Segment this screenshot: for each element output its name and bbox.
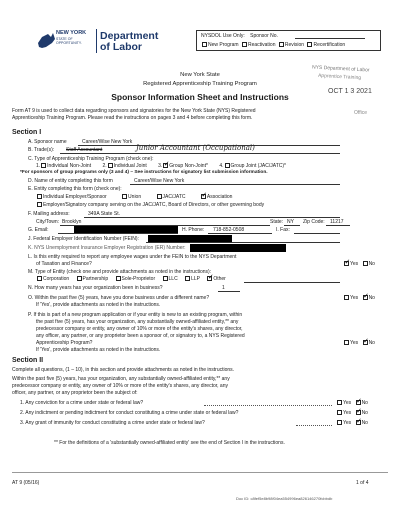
union-checkbox[interactable] bbox=[122, 194, 127, 199]
footer-rule bbox=[12, 472, 388, 473]
llc-label: LLC bbox=[168, 276, 178, 282]
llp-checkbox[interactable] bbox=[185, 276, 190, 281]
p-question-line5: Apprenticeship Program? bbox=[36, 340, 93, 346]
group-joint-label: Group Joint (JAC/JATC)* bbox=[230, 163, 286, 169]
q2-yes-checkbox[interactable] bbox=[337, 410, 342, 415]
entity-name-value[interactable]: Career/Wise New York bbox=[134, 178, 185, 184]
email-line bbox=[58, 233, 178, 234]
fein-label: J. Federal Employer Identification Number (FEIN): bbox=[28, 236, 139, 242]
question-1-dots bbox=[204, 405, 332, 406]
individual-employer-checkbox[interactable] bbox=[37, 194, 42, 199]
reactivation-label: Reactivation bbox=[247, 42, 276, 48]
email-redaction bbox=[74, 226, 178, 233]
years-in-business-label: N. How many years has your organization been in business? bbox=[28, 285, 163, 291]
other-label: Other bbox=[213, 276, 226, 282]
mailing-address-line bbox=[84, 217, 340, 218]
logo-state-text: STATE OF bbox=[56, 37, 73, 41]
individual-employer-label: Individual Employer/Sponsor bbox=[43, 194, 107, 200]
phone-label: H. Phone: bbox=[182, 227, 205, 233]
er-number-label: K. NYS Unemployment Insurance Employer Registration (ER) Number: bbox=[28, 245, 186, 251]
new-program-label: New Program bbox=[208, 42, 239, 48]
l-yes-label: Yes bbox=[350, 261, 359, 267]
received-stamp-line2: Apprentice Training bbox=[317, 72, 362, 82]
employer-signatory-checkbox[interactable] bbox=[37, 202, 42, 207]
recertification-checkbox[interactable] bbox=[307, 42, 312, 47]
phone-line bbox=[208, 233, 272, 234]
intro-line1: Form AT 9 is used to collect data regarding sponsors and signatories for the New York State (NYS) Registered bbox=[12, 108, 256, 114]
p-yes-checkbox[interactable] bbox=[344, 340, 349, 345]
l-question-line2: of Taxation and Finance? bbox=[36, 261, 92, 267]
sponsor-no-line bbox=[295, 38, 365, 39]
zip-label: Zip Code: bbox=[303, 219, 325, 225]
llp-label: LLP bbox=[191, 276, 200, 282]
of-labor-text: of Labor bbox=[100, 41, 142, 53]
nysdol-use-box bbox=[196, 30, 381, 51]
partnership-checkbox[interactable] bbox=[77, 276, 82, 281]
l-yes-checkbox[interactable] bbox=[344, 261, 349, 266]
q1-yes-label: Yes bbox=[343, 400, 352, 406]
q2-no-checkbox[interactable] bbox=[356, 410, 361, 415]
o-yes-label: Yes bbox=[350, 295, 359, 301]
o-question-line2: If 'Yes', provide attachments as noted in the instructions. bbox=[36, 302, 161, 308]
section-2-intro3: predecessor company or entity, any owner of 10% or more of the entity's shares, any director, any bbox=[12, 383, 228, 389]
nysdol-use-label: NYSDOL Use Only: bbox=[201, 33, 245, 39]
city-label: City/Town: bbox=[36, 219, 60, 225]
p-question-line1: P. If this is part of a new program application or if your entity is new to an existing program, within bbox=[28, 312, 243, 318]
fax-label: I. Fax: bbox=[276, 227, 290, 233]
question-2: 2. Any indictment or pending indictment for conduct constituting a crime under state or federal law? bbox=[20, 410, 239, 416]
p-question-line3: predecessor company or entity, any owner of 10% or more of the entity's shares, any director, bbox=[36, 326, 243, 332]
section-2-intro1: Complete all questions, (1 – 10), in this section and provide attachments as noted in the instructions. bbox=[12, 367, 235, 373]
p-yes-label: Yes bbox=[350, 340, 359, 346]
o-question-line1: O. Within the past five (5) years, have you done business under a different name? bbox=[28, 295, 210, 301]
q2-no-label: No bbox=[361, 410, 368, 416]
state-line bbox=[284, 225, 300, 226]
years-in-business-value[interactable]: 1 bbox=[222, 285, 225, 291]
trades-typed-value[interactable]: Staff Accountant bbox=[66, 147, 103, 153]
logo-divider bbox=[96, 29, 97, 53]
revision-checkbox[interactable] bbox=[279, 42, 284, 47]
employer-signatory-label: Employer/Signatory company serving on the JAC/JATC, Board of Directors, or other governing body bbox=[43, 202, 265, 208]
o-no-label: No bbox=[368, 295, 375, 301]
fein-line bbox=[146, 242, 340, 243]
question-3: 3. Any grant of immunity for conduct constituting a crime under state or federal law? bbox=[20, 420, 205, 426]
association-checkbox[interactable] bbox=[201, 194, 206, 199]
entity-name-label: D. Name of entity completing this form bbox=[28, 178, 113, 184]
corporation-checkbox[interactable] bbox=[37, 276, 42, 281]
question-3-dots bbox=[296, 425, 332, 426]
q3-yes-checkbox[interactable] bbox=[337, 420, 342, 425]
received-stamp-line1: NYS Department of Labor bbox=[311, 64, 370, 74]
intro-line2: Apprenticeship Training Program. Please read the instructions on pages 3 and 4 before completing this form. bbox=[12, 115, 253, 121]
sponsor-no-label: Sponsor No. bbox=[250, 33, 278, 39]
doc-id: Doc ID: c8fef5e8b98f04ea554996ea826146270fcbbdb bbox=[236, 496, 333, 501]
association-label: Association bbox=[206, 194, 233, 200]
p-no-checkbox[interactable] bbox=[363, 340, 368, 345]
fax-line bbox=[294, 233, 340, 234]
section-2-intro2: Within the past five (5) years, has your organization, any substantially owned-affiliated entity,** any bbox=[12, 376, 230, 382]
state-value[interactable]: NY bbox=[287, 219, 294, 225]
reactivation-checkbox[interactable] bbox=[242, 42, 247, 47]
recertification-label: Recertification bbox=[313, 42, 346, 48]
p-question-line2: the past five (5) years, has your organization, any substantially owned-affiliated entity,** any bbox=[36, 319, 239, 325]
jac-jatc-checkbox[interactable] bbox=[157, 194, 162, 199]
q3-yes-label: Yes bbox=[343, 420, 352, 426]
l-question-line1: L. Is this entity required to report any employee wages under the FEIN to the NYS Department bbox=[28, 254, 237, 260]
years-in-business-line bbox=[218, 291, 240, 292]
corporation-label: Corporation bbox=[43, 276, 70, 282]
nys-logo bbox=[36, 29, 93, 55]
program-type-note: *For sponsors of group programs only (3 and 4) – See instructions for signatory list submission information. bbox=[20, 170, 268, 175]
o-no-checkbox[interactable] bbox=[363, 295, 368, 300]
jac-jatc-label: JAC/JATC bbox=[162, 194, 186, 200]
llc-checkbox[interactable] bbox=[163, 276, 168, 281]
group-non-joint-checkbox[interactable] bbox=[163, 163, 168, 168]
entity-type-label: E. Entity completing this form (check one): bbox=[28, 186, 122, 192]
mailing-address-label: F. Mailing address: bbox=[28, 211, 70, 217]
union-label: Union bbox=[128, 194, 142, 200]
zip-value[interactable]: 11217 bbox=[330, 219, 344, 225]
er-number-redaction bbox=[190, 244, 286, 252]
definitions-footnote: ** For the definitions of a 'substantially owned-affiliated entity' see the end of Section I in the instructions. bbox=[54, 440, 285, 446]
trades-label: B. Trade(s): bbox=[28, 147, 55, 153]
title-line2: Registered Apprenticeship Training Program bbox=[143, 81, 257, 87]
individual-non-joint-label: Individual Non-Joint bbox=[47, 163, 92, 169]
q3-no-label: No bbox=[361, 420, 368, 426]
department-text: Department bbox=[100, 30, 159, 42]
city-value[interactable]: Brooklyn bbox=[62, 219, 82, 225]
p-question-line4: any officer, any partner, or any proprietor been a sponsor of, or signatory to, a NYS Registered bbox=[36, 333, 245, 339]
section-1-heading: Section I bbox=[12, 129, 42, 136]
partnership-label: Partnership bbox=[82, 276, 109, 282]
program-type-label: C. Type of Apprenticeship Training Program (check one): bbox=[28, 156, 154, 162]
other-line bbox=[244, 282, 340, 283]
email-label: G. Email: bbox=[28, 227, 49, 233]
trades-line bbox=[60, 153, 340, 154]
individual-non-joint-checkbox[interactable] bbox=[41, 163, 46, 168]
entity-name-line bbox=[130, 184, 340, 185]
l-no-label: No bbox=[368, 261, 375, 267]
new-york-state-map-icon bbox=[36, 31, 56, 53]
zip-line bbox=[326, 225, 350, 226]
individual-joint-label: Individual Joint bbox=[113, 163, 147, 169]
sole-proprietor-label: Sole-Proprietor bbox=[121, 276, 156, 282]
section-2-heading: Section II bbox=[12, 357, 44, 364]
section-2-intro4: officer, any partner, or any proprietor been the subject of: bbox=[12, 390, 138, 396]
new-program-checkbox[interactable] bbox=[202, 42, 207, 47]
q3-no-checkbox[interactable] bbox=[356, 420, 361, 425]
state-label: State: bbox=[270, 219, 284, 225]
page-number: 1 of 4 bbox=[356, 480, 369, 486]
question-1: 1. Any conviction for a crime under state or federal law? bbox=[20, 400, 144, 406]
o-yes-checkbox[interactable] bbox=[344, 295, 349, 300]
title-line1: New York State bbox=[180, 72, 220, 78]
p-no-label: No bbox=[368, 340, 375, 346]
q2-yes-label: Yes bbox=[343, 410, 352, 416]
q1-no-checkbox[interactable] bbox=[356, 400, 361, 405]
phone-value[interactable]: 718-852-0508 bbox=[213, 227, 245, 233]
logo-opportunity-text: OPPORTUNITY. bbox=[56, 41, 82, 45]
mailing-address-value[interactable]: 349A State St. bbox=[88, 211, 120, 217]
form-id: AT 9 (05/16) bbox=[12, 480, 40, 486]
q1-yes-checkbox[interactable] bbox=[337, 400, 342, 405]
group-non-joint-label: Group Non-Joint* bbox=[169, 163, 208, 169]
q1-no-label: No bbox=[361, 400, 368, 406]
sponsor-name-value[interactable]: Career/Wise New York bbox=[82, 139, 133, 145]
sole-proprietor-checkbox[interactable] bbox=[116, 276, 121, 281]
received-stamp-date: OCT 1 3 2021 bbox=[328, 88, 372, 95]
individual-joint-checkbox[interactable] bbox=[108, 163, 113, 168]
entity-form-label: M. Type of Entity (check one and provide attachments as noted in the instructions): bbox=[28, 269, 212, 275]
received-stamp-office: Office bbox=[354, 110, 367, 116]
p-question-line6: If 'Yes', provide attachments as noted in the instructions. bbox=[36, 347, 161, 353]
l-no-checkbox[interactable] bbox=[363, 261, 368, 266]
other-checkbox[interactable] bbox=[207, 276, 212, 281]
sponsor-name-label: A. Sponsor name bbox=[28, 139, 67, 145]
revision-label: Revision bbox=[284, 42, 305, 48]
group-joint-checkbox[interactable] bbox=[225, 163, 230, 168]
page-title: Sponsor Information Sheet and Instructions bbox=[111, 92, 289, 102]
trades-handwritten-value: Junior Accountant (Occupational) bbox=[136, 144, 255, 152]
logo-top-text: NEW YORK bbox=[56, 30, 87, 36]
